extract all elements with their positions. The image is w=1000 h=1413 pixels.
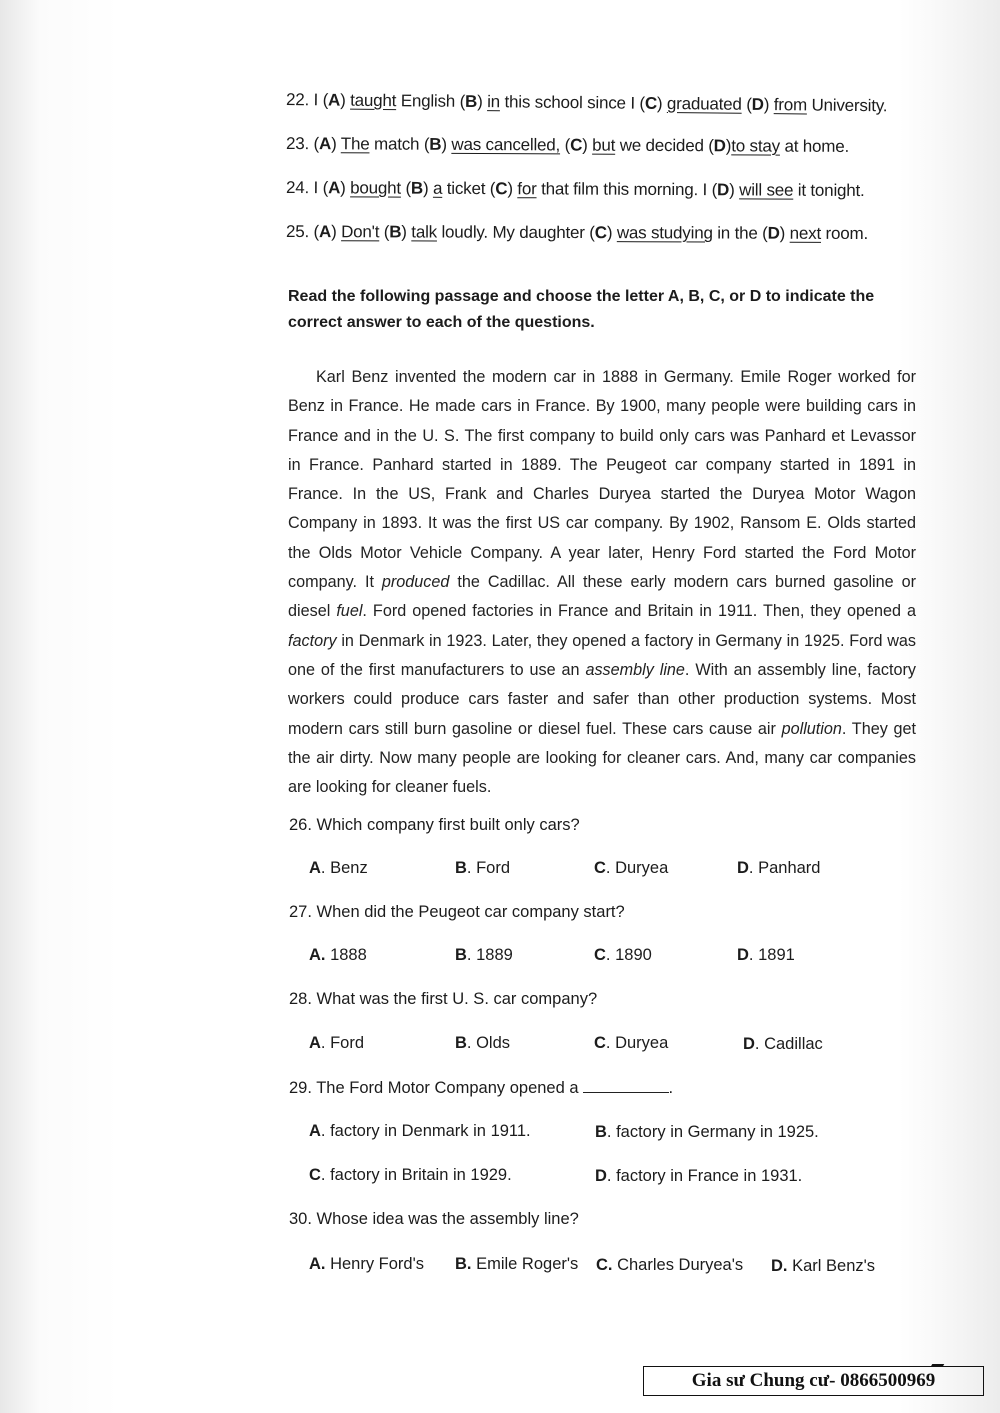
option-30-d[interactable]: D. Karl Benz's — [771, 1257, 876, 1275]
option-27-a[interactable]: A. 1888 — [309, 946, 367, 964]
question-29: 29. The Ford Motor Company opened a . — [289, 1079, 674, 1097]
option-29-b[interactable]: B. factory in Germany in 1925. — [595, 1123, 819, 1141]
option-28-b[interactable]: B. Olds — [455, 1034, 511, 1052]
question-22: 22. I (A) taught English (B) in this school since I (C) graduated (D) from University. — [285, 90, 888, 116]
answer-blank — [583, 1078, 669, 1093]
option-29-a[interactable]: A. factory in Denmark in 1911. — [309, 1122, 531, 1140]
option-27-b[interactable]: B. 1889 — [455, 946, 513, 964]
reading-passage — [288, 363, 916, 802]
option-29-d[interactable]: D. factory in France in 1931. — [595, 1167, 803, 1185]
corner-mark — [931, 1356, 949, 1366]
question-23: 23. (A) The match (B) was cancelled, (C) but we decided (D)to stay at home. — [285, 134, 850, 156]
question-30: 30. Whose idea was the assembly line? — [289, 1210, 579, 1228]
question-26: 26. Which company first built only cars? — [289, 816, 580, 834]
option-28-a[interactable]: A. Ford — [309, 1034, 365, 1052]
option-26-c[interactable]: C. Duryea — [594, 859, 669, 877]
option-27-d[interactable]: D. 1891 — [737, 946, 795, 964]
footer-contact-box: Gia sư Chung cư- 0866500969 — [643, 1366, 984, 1396]
question-24: 24. I (A) bought (B) a ticket (C) for that film this morning. I (D) will see it tonight. — [285, 178, 865, 201]
question-25: 25. (A) Don't (B) talk loudly. My daughter (C) was studying in the (D) next room. — [285, 222, 869, 244]
option-30-b[interactable]: B. Emile Roger's — [455, 1255, 579, 1273]
option-27-c[interactable]: C. 1890 — [594, 946, 652, 964]
reading-instructions: Read the following passage and choose the letter A, B, C, or D to indicate the correct answer to each of the questions. — [288, 288, 875, 331]
passage-paragraph: Karl Benz invented the modern car in 1888 in Germany. Emile Roger worked for Benz in France. He made cars in France. By 1900, many people were building cars in France and in the U. S. The first company to build only cars was Panhard et Levassor in France. Panhard started in 1889. The Peugeot car company started in 1891 in France. In the US, Frank and Charles Duryea started the Duryea Motor Wagon Company in 1893. It was the first US car company. By 1902, Ransom E. Olds started the Olds Motor Vehicle Company. A year later, Henry Ford started the Ford Motor company. It produced the Cadillac. All these early modern cars burned gasoline or diesel fuel. Ford opened factories in France and Britain in 1911. Then, they opened a factory in Denmark in 1923. Later, they opened a factory in Germany in 1925. Ford was one of the first manufacturers to use an assembly line. With an assembly line, factory workers could produce cars faster and safer than other production systems. Most modern cars still burn gasoline or diesel fuel. These cars cause air pollution. They get the air dirty. Now many people are looking for cleaner cars. And, many car companies are looking for cleaner fuels. — [288, 368, 917, 797]
question-27: 27. When did the Peugeot car company start? — [289, 903, 625, 921]
option-30-c[interactable]: C. Charles Duryea's — [596, 1256, 744, 1274]
option-26-a[interactable]: A. Benz — [309, 859, 368, 877]
option-28-c[interactable]: C. Duryea — [594, 1034, 669, 1052]
option-30-a[interactable]: A. Henry Ford's — [309, 1255, 425, 1273]
option-28-d[interactable]: D. Cadillac — [743, 1035, 823, 1053]
option-26-b[interactable]: B. Ford — [455, 859, 511, 877]
question-28: 28. What was the first U. S. car company? — [289, 990, 598, 1008]
option-26-d[interactable]: D. Panhard — [737, 859, 821, 877]
option-29-c[interactable]: C. factory in Britain in 1929. — [309, 1166, 512, 1184]
